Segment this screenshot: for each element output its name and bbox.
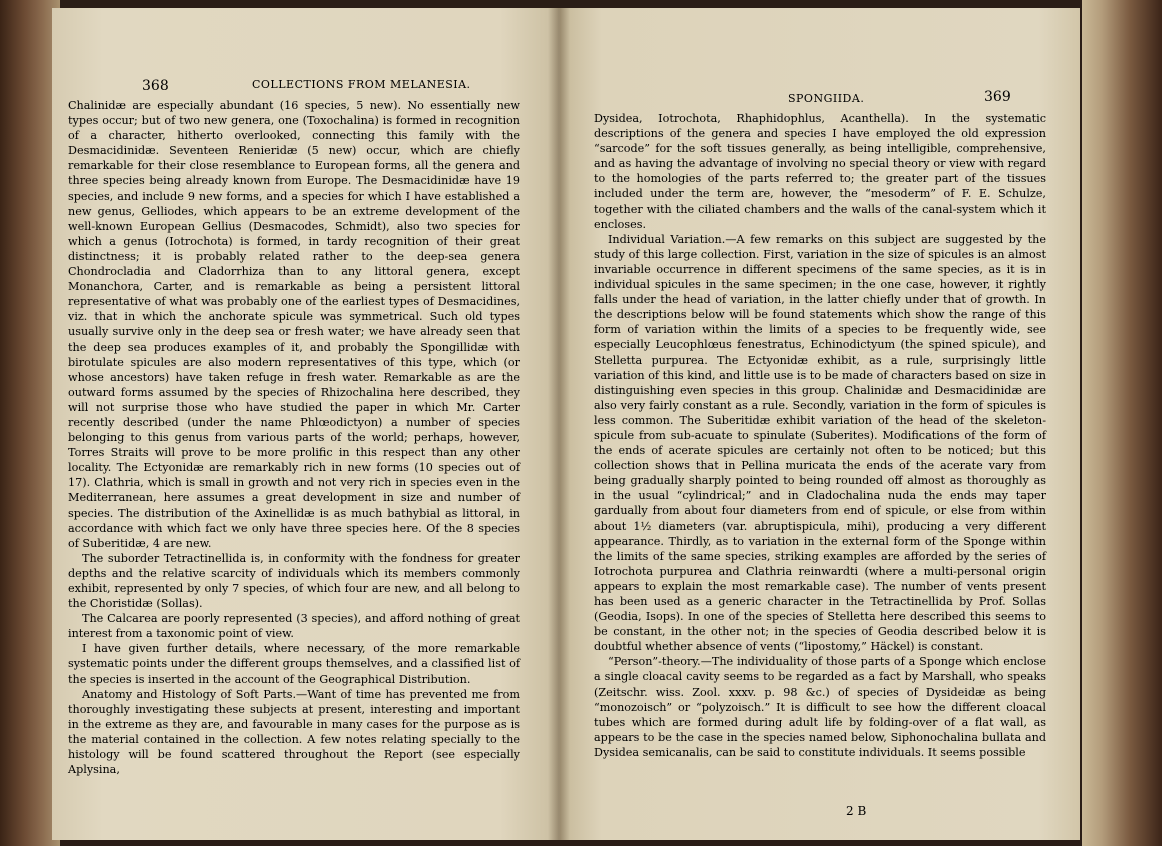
paragraph: Dysidea, Iotrochota, Rhaphidophlus, Acanthella). In the systematic descriptions of the genera and species I have employed the old expression “sarcode” for the soft tissues generally, as being intelligible, comprehensive, and as having the advantage of involving no special theory or view with regard to the homologies of the parts referred to; the greater part of the tissues included under the term are, however, the “mesoderm” of F. E. Schulze, together with the ciliated chambers and the walls of the canal-system which it encloses.: [594, 112, 1046, 231]
left-running-head: COLLECTIONS FROM MELANESIA.: [252, 78, 471, 91]
book-edge-right: [1082, 0, 1162, 846]
right-page-number: 369: [984, 89, 1011, 105]
right-body-text: [594, 111, 1046, 760]
book-edge-left: [0, 0, 60, 846]
right-running-head: SPONGIIDA.: [788, 92, 865, 105]
paragraph: The suborder Tetractinellida is, in conformity with the fondness for greater depths and the relative scarcity of individuals which its members commonly exhibit, represented by only 7 species, of which four are new, and all belong to the Choristidæ (Sollas).: [68, 551, 520, 611]
paragraph: I have given further details, where necessary, of the more remarkable systematic points under the different groups themselves, and a classified list of the species is inserted in the account of the Geographical Distribution.: [68, 642, 520, 686]
paragraph: Anatomy and Histology of Soft Parts.—Want of time has prevented me from thoroughly investigating these subjects at present, interesting and important in the extreme as they are, and favourable in many cases for the purpose as is the material contained in the collection. A few notes relating specially to the histology will be found scattered throughout the Report (see especially Aplysina,: [68, 687, 520, 777]
left-page-number: 368: [142, 78, 169, 94]
left-body-text: [68, 98, 520, 777]
paragraph: The Calcarea are poorly represented (3 species), and afford nothing of great interest from a taxonomic point of view.: [68, 612, 520, 641]
paragraph: Individual Variation.—A few remarks on this subject are suggested by the study of this large collection. First, variation in the size of spicules is an almost invariable occurrence in different specimens of the same species, as it is in individual spicules in the same specimen; in the one case, however, it rightly falls under the head of variation, in the latter chiefly under that of growth. In the descriptions below will be found statements which show the range of this form of variation within the limits of a species to be frequently wide, see especially Leucophlœus fenestratus, Echinodictyum (the spined spicule), and Stelletta purpurea. The Ectyonidæ exhibit, as a rule, surprisingly little variation of this kind, and little use is to be made of characters based on size in distinguishing even species in this group. Chalinidæ and Desmacidinidæ are also very fairly constant as a rule. Secondly, variation in the form of spicules is less common. The Suberitidæ exhibit variation of the head of the skeleton-spicule from sub-acuate to spinulate (Suberites). Modifications of the form of the ends of acerate spicules are certainly not often to be noticed; but this collection shows that in Pellina muricata the ends of the acerate vary from being gradually sharply pointed to being rounded off almost as thoroughly as in the usual “cylindrical;” and in Cladochalina nuda the ends may taper gardually from about four diameters from end of spicule, or else from within about 1½ diameters (var. abruptispicula, mihi), producing a very different appearance. Thirdly, as to variation in the external form of the Sponge within the limits of the same species, striking examples are afforded by the series of Iotrochota purpurea and Clathria reinwardti (where a multi-personal origin appears to explain the most remarkable case). The number of vents present has been used as a generic character in the Tetractinellida by Prof. Sollas (Geodia, Isops). In one of the species of Stelletta here described this seems to be constant, in the other not; in the species of Geodia described below it is doubtful whether absence of vents (“lipostomy,” Häckel) is constant.: [594, 232, 1046, 654]
paragraph: “Person”-theory.—The individuality of those parts of a Sponge which enclose a single cloacal cavity seems to be regarded as a fact by Marshall, who speaks (Zeitschr. wiss. Zool. xxxv. p. 98 &c.) of species of Dysideidæ as being “monozoisch” or “polyzoisch.” It is difficult to see how the different cloacal tubes which are formed during adult life by folding-over of a flat wall, as appears to be the case in the species named below, Siphonochalina bullata and Dysidea semicanalis, can be said to constitute individuals. It seems possible: [594, 655, 1046, 759]
book-gutter: [548, 8, 570, 840]
paragraph: Chalinidæ are especially abundant (16 species, 5 new). No essentially new types occur; but of two new genera, one (Toxochalina) is formed in recognition of a character, hitherto overlooked, connecting this family with the Desmacidinidæ. Seventeen Renieridæ (5 new) occur, which are chiefly remarkable for their close resemblance to European forms, all the genera and three species being already known from Europe. The Desmacidinidæ have 19 species, and include 9 new forms, and a species for which I have established a new genus, Gelliodes, which appears to be an extreme development of the well-known European Gellius (Desmacodes, Schmidt), also two species for which a genus (Iotrochota) is formed, in tardy recognition of their great distinctness; it is probably related rather to the deep-sea genera Chondrocladia and Cladorrhiza than to any littoral genera, except Monanchora, Carter, and is remarkable as being a persistent littoral representative of what was probably one of the earliest types of Desmacidines, viz. that in which the anchorate spicule was symmetrical. Such old types usually survive only in the deep sea or fresh water; we have already seen that the deep sea produces examples of it, and probably the Spongillidæ with birotulate spicules are also modern representatives of this type, which (or whose ancestors) have taken refuge in fresh water. Remarkable as are the outward forms assumed by the species of Rhizochalina here described, they will not surprise those who have studied the paper in which Mr. Carter recently described (under the name Phlœodictyon) a number of species belonging to this genus from various parts of the world; perhaps, however, Torres Straits will prove to be more prolific in this respect than any other locality. The Ectyonidæ are remarkably rich in new forms (10 species out of 17). Clathria, which is small in growth and not very rich in species even in the Mediterranean, here assumes a great development in size and number of species. The distribution of the Axinellidæ is as much bathybial as littoral, in accordance with which fact we only have three species here. Of the 8 species of Suberitidæ, 4 are new.: [68, 99, 520, 550]
signature-mark: 2 B: [846, 804, 867, 818]
